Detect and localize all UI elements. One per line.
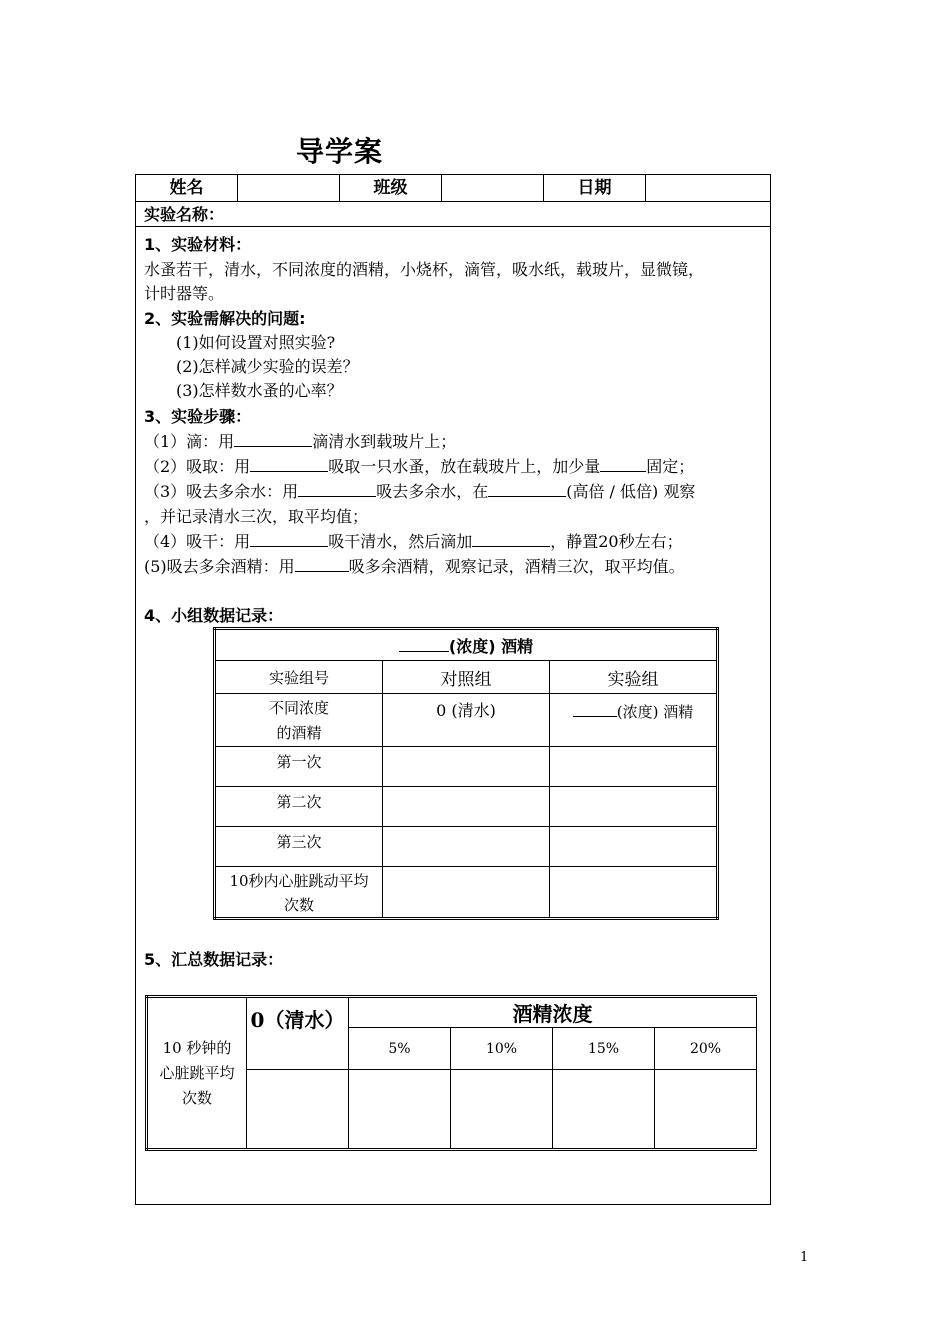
step-5 [144, 554, 685, 577]
summary-value-20[interactable] [655, 1070, 757, 1150]
col-header-experiment: 实验组 [550, 661, 718, 694]
class-label: 班级 [340, 175, 442, 201]
concentration-5: 5% [349, 1028, 451, 1070]
summary-row-label-b: 心脏跳平均 [159, 1063, 235, 1082]
step-3-cont: ，并记录清水三次，取平均值； [144, 507, 369, 526]
third-control-cell[interactable] [383, 827, 550, 867]
summary-table [145, 995, 757, 1151]
row-label-average-a: 10秒内心脏跳动平均 [229, 872, 369, 890]
worksheet-frame [135, 174, 771, 1205]
row-label-second: 第二次 [215, 787, 383, 827]
summary-concentration-header: 酒精浓度 [349, 997, 757, 1028]
step-5-text-b: 吸多余酒精，观察记录，酒精三次，取平均值。 [348, 557, 685, 576]
step-2-text-c: 固定； [646, 457, 695, 476]
step-4-text-a: （4）吸干：用 [144, 532, 251, 551]
header-row [136, 175, 770, 202]
summary-control-header: 0（清水） [247, 997, 349, 1070]
summary-row-label [147, 997, 247, 1150]
experiment-name-row: 实验名称： [136, 202, 770, 227]
step-4-blank-2[interactable] [472, 530, 550, 547]
group-table-title-text: (浓度) 酒精 [448, 636, 534, 656]
step-1 [144, 429, 456, 452]
third-experiment-cell[interactable] [550, 827, 718, 867]
concentration-20: 20% [655, 1028, 757, 1070]
step-3-text-c: (高倍 / 低倍) 观察 [566, 482, 696, 501]
summary-row-label-a: 10 秒钟的 [162, 1038, 232, 1057]
col-header-control: 对照组 [383, 661, 550, 694]
question-1: (1)如何设置对照实验? [176, 333, 336, 352]
class-field[interactable] [442, 175, 544, 201]
experiment-concentration-text: (浓度) 酒精 [616, 703, 694, 721]
second-control-cell[interactable] [383, 787, 550, 827]
row-label-concentration-b: 的酒精 [276, 724, 322, 742]
row-label-average [215, 867, 383, 919]
summary-value-15[interactable] [553, 1070, 655, 1150]
summary-row-label-c: 次数 [181, 1088, 212, 1107]
section1-heading: 1、实验材料： [144, 235, 252, 254]
second-experiment-cell[interactable] [550, 787, 718, 827]
concentration-15: 15% [553, 1028, 655, 1070]
materials-line-2: 计时器等。 [144, 284, 225, 303]
page-title: 导学案 [296, 135, 384, 168]
step-4 [144, 529, 683, 552]
col-header-group: 实验组号 [215, 661, 383, 694]
row-label-concentration-a: 不同浓度 [268, 699, 329, 717]
step-1-text-a: （1）滴：用 [144, 432, 235, 451]
step-3-text-b: 吸去多余水，在 [376, 482, 489, 501]
row-label-first: 第一次 [215, 747, 383, 787]
step-2-blank-1[interactable] [250, 455, 328, 472]
section4-heading: 4、小组数据记录： [144, 606, 284, 625]
materials-line-1: 水蚤若干，清水，不同浓度的酒精，小烧杯，滴管，吸水纸，载玻片，显微镜， [144, 260, 705, 279]
experiment-concentration-blank[interactable] [573, 700, 617, 717]
average-experiment-cell[interactable] [550, 867, 718, 919]
group-data-table [213, 627, 719, 920]
step-2 [144, 454, 694, 477]
section2-heading: 2、实验需解决的问题: [144, 309, 306, 328]
row-label-average-b: 次数 [283, 896, 314, 914]
control-concentration-cell: 0 (清水) [383, 694, 550, 747]
first-experiment-cell[interactable] [550, 747, 718, 787]
summary-value-10[interactable] [451, 1070, 553, 1150]
step-2-text-a: （2）吸取：用 [144, 457, 251, 476]
name-label: 姓名 [136, 175, 238, 201]
page-number: 1 [800, 1250, 809, 1265]
step-1-blank[interactable] [234, 430, 312, 447]
step-3-blank-2[interactable] [488, 480, 566, 497]
concentration-10: 10% [451, 1028, 553, 1070]
average-control-cell[interactable] [383, 867, 550, 919]
question-3: (3)怎样数水蚤的心率？ [176, 381, 343, 400]
summary-table-wrap [145, 995, 757, 1151]
step-2-text-b: 吸取一只水蚤，放在载玻片上，加少量 [328, 457, 601, 476]
step-1-text-b: 滴清水到载玻片上； [312, 432, 457, 451]
step-5-blank[interactable] [295, 555, 349, 572]
section5-heading: 5、汇总数据记录： [144, 950, 284, 969]
step-4-blank-1[interactable] [250, 530, 328, 547]
step-4-text-b: 吸干清水，然后滴加 [328, 532, 473, 551]
summary-value-5[interactable] [349, 1070, 451, 1150]
date-label: 日期 [544, 175, 646, 201]
step-4-text-c: ，静置20秒左右； [550, 532, 683, 551]
step-5-text-a: (5)吸去多余酒精：用 [144, 557, 295, 576]
date-field[interactable] [646, 175, 770, 201]
group-table-title-blank[interactable] [399, 635, 449, 652]
experiment-concentration-cell [550, 694, 718, 747]
group-table-title [215, 629, 718, 661]
step-3-blank-1[interactable] [298, 480, 376, 497]
first-control-cell[interactable] [383, 747, 550, 787]
step-2-blank-2[interactable] [600, 455, 646, 472]
question-2: (2)怎样减少实验的误差？ [176, 357, 359, 376]
step-3-text-a: （3）吸去多余水：用 [144, 482, 299, 501]
row-label-third: 第三次 [215, 827, 383, 867]
row-label-concentration [215, 694, 383, 747]
summary-control-value[interactable] [247, 1070, 349, 1150]
step-3 [144, 479, 695, 502]
section3-heading: 3、实验步骤： [144, 407, 252, 426]
name-field[interactable] [238, 175, 340, 201]
